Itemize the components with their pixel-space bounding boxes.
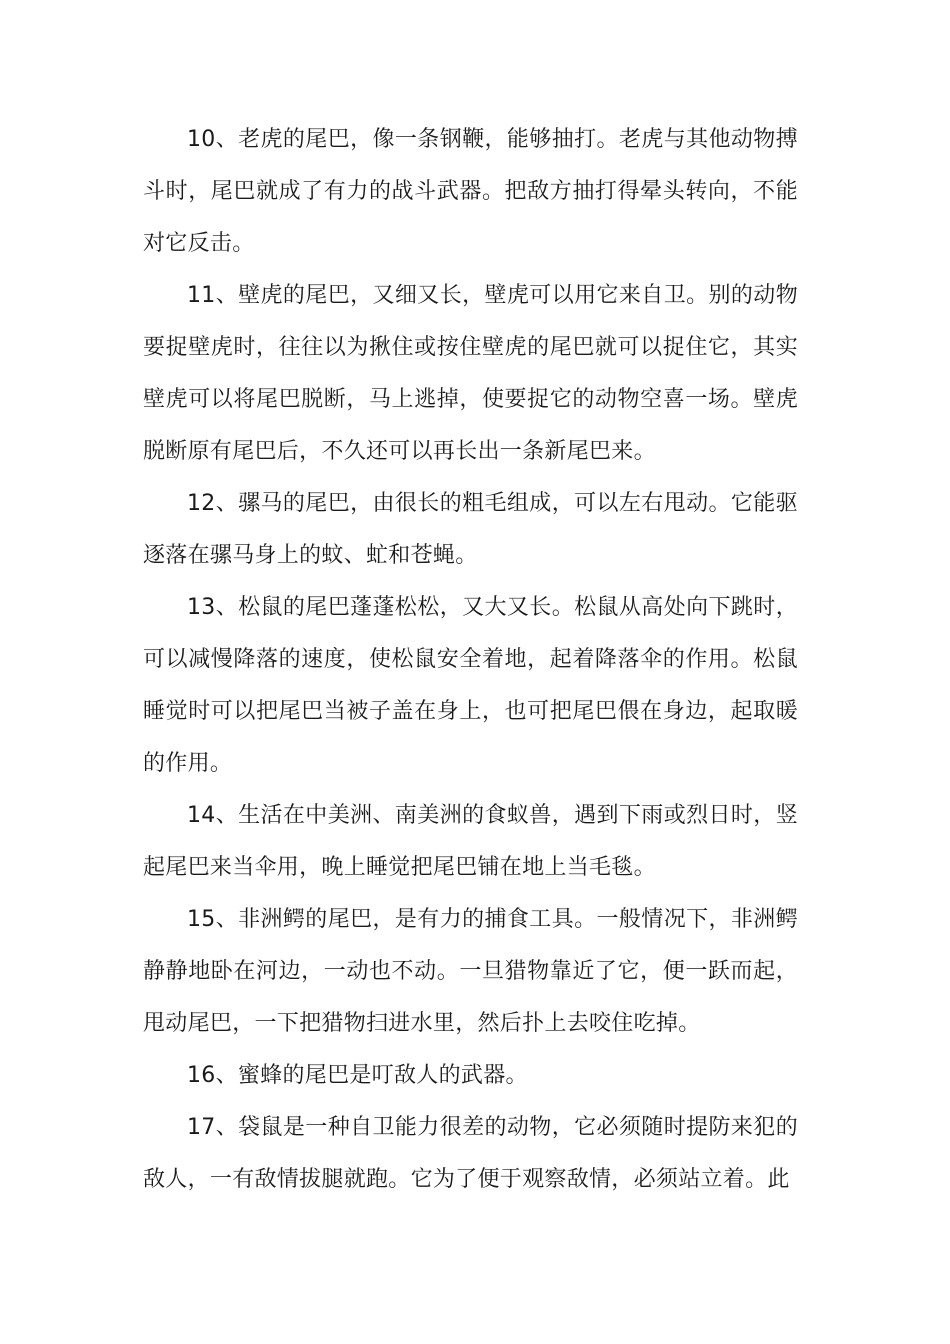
paragraph-14-anteater-tail: 14、生活在中美洲、南美洲的食蚁兽，遇到下雨或烈日时，竖起尾巴来当伞用，晚上睡觉把尾巴铺在地上当毛毯。 bbox=[143, 803, 798, 880]
paragraph-11-gecko-tail: 11、壁虎的尾巴，又细又长，壁虎可以用它来自卫。别的动物要捉壁虎时，往往以为揪住或按住壁虎的尾巴就可以捉住它，其实壁虎可以将尾巴脱断，马上逃掉，使要捉它的动物空喜一场。壁虎脱断原有尾巴后，不久还可以再长出一条新尾巴来。 bbox=[143, 283, 798, 464]
paragraph-12-horse-tail: 12、骡马的尾巴，由很长的粗毛组成，可以左右甩动。它能驱逐落在骡马身上的蚊、虻和苍蝇。 bbox=[143, 491, 798, 568]
paragraph-16-bee-tail: 16、蜜蜂的尾巴是叮敌人的武器。 bbox=[187, 1063, 528, 1088]
paragraph-17-kangaroo-tail: 17、袋鼠是一种自卫能力很差的动物，它必须随时提防来犯的敌人，一有敌情拔腿就跑。它为了便于观察敌情，必须站立着。此 bbox=[143, 1115, 798, 1192]
document-body bbox=[143, 114, 798, 1206]
paragraph-15-crocodile-tail: 15、非洲鳄的尾巴，是有力的捕食工具。一般情况下，非洲鳄静静地卧在河边，一动也不动。一旦猎物靠近了它，便一跃而起，甩动尾巴，一下把猎物扫进水里，然后扑上去咬住吃掉。 bbox=[143, 907, 798, 1036]
paragraph-13-squirrel-tail: 13、松鼠的尾巴蓬蓬松松，又大又长。松鼠从高处向下跳时，可以减慢降落的速度，使松鼠安全着地，起着降落伞的作用。松鼠睡觉时可以把尾巴当被子盖在身上，也可把尾巴偎在身边，起取暖的作用。 bbox=[143, 595, 798, 776]
paragraph-10-tiger-tail: 10、老虎的尾巴，像一条钢鞭，能够抽打。老虎与其他动物搏斗时，尾巴就成了有力的战斗武器。把敌方抽打得晕头转向，不能对它反击。 bbox=[143, 127, 798, 256]
